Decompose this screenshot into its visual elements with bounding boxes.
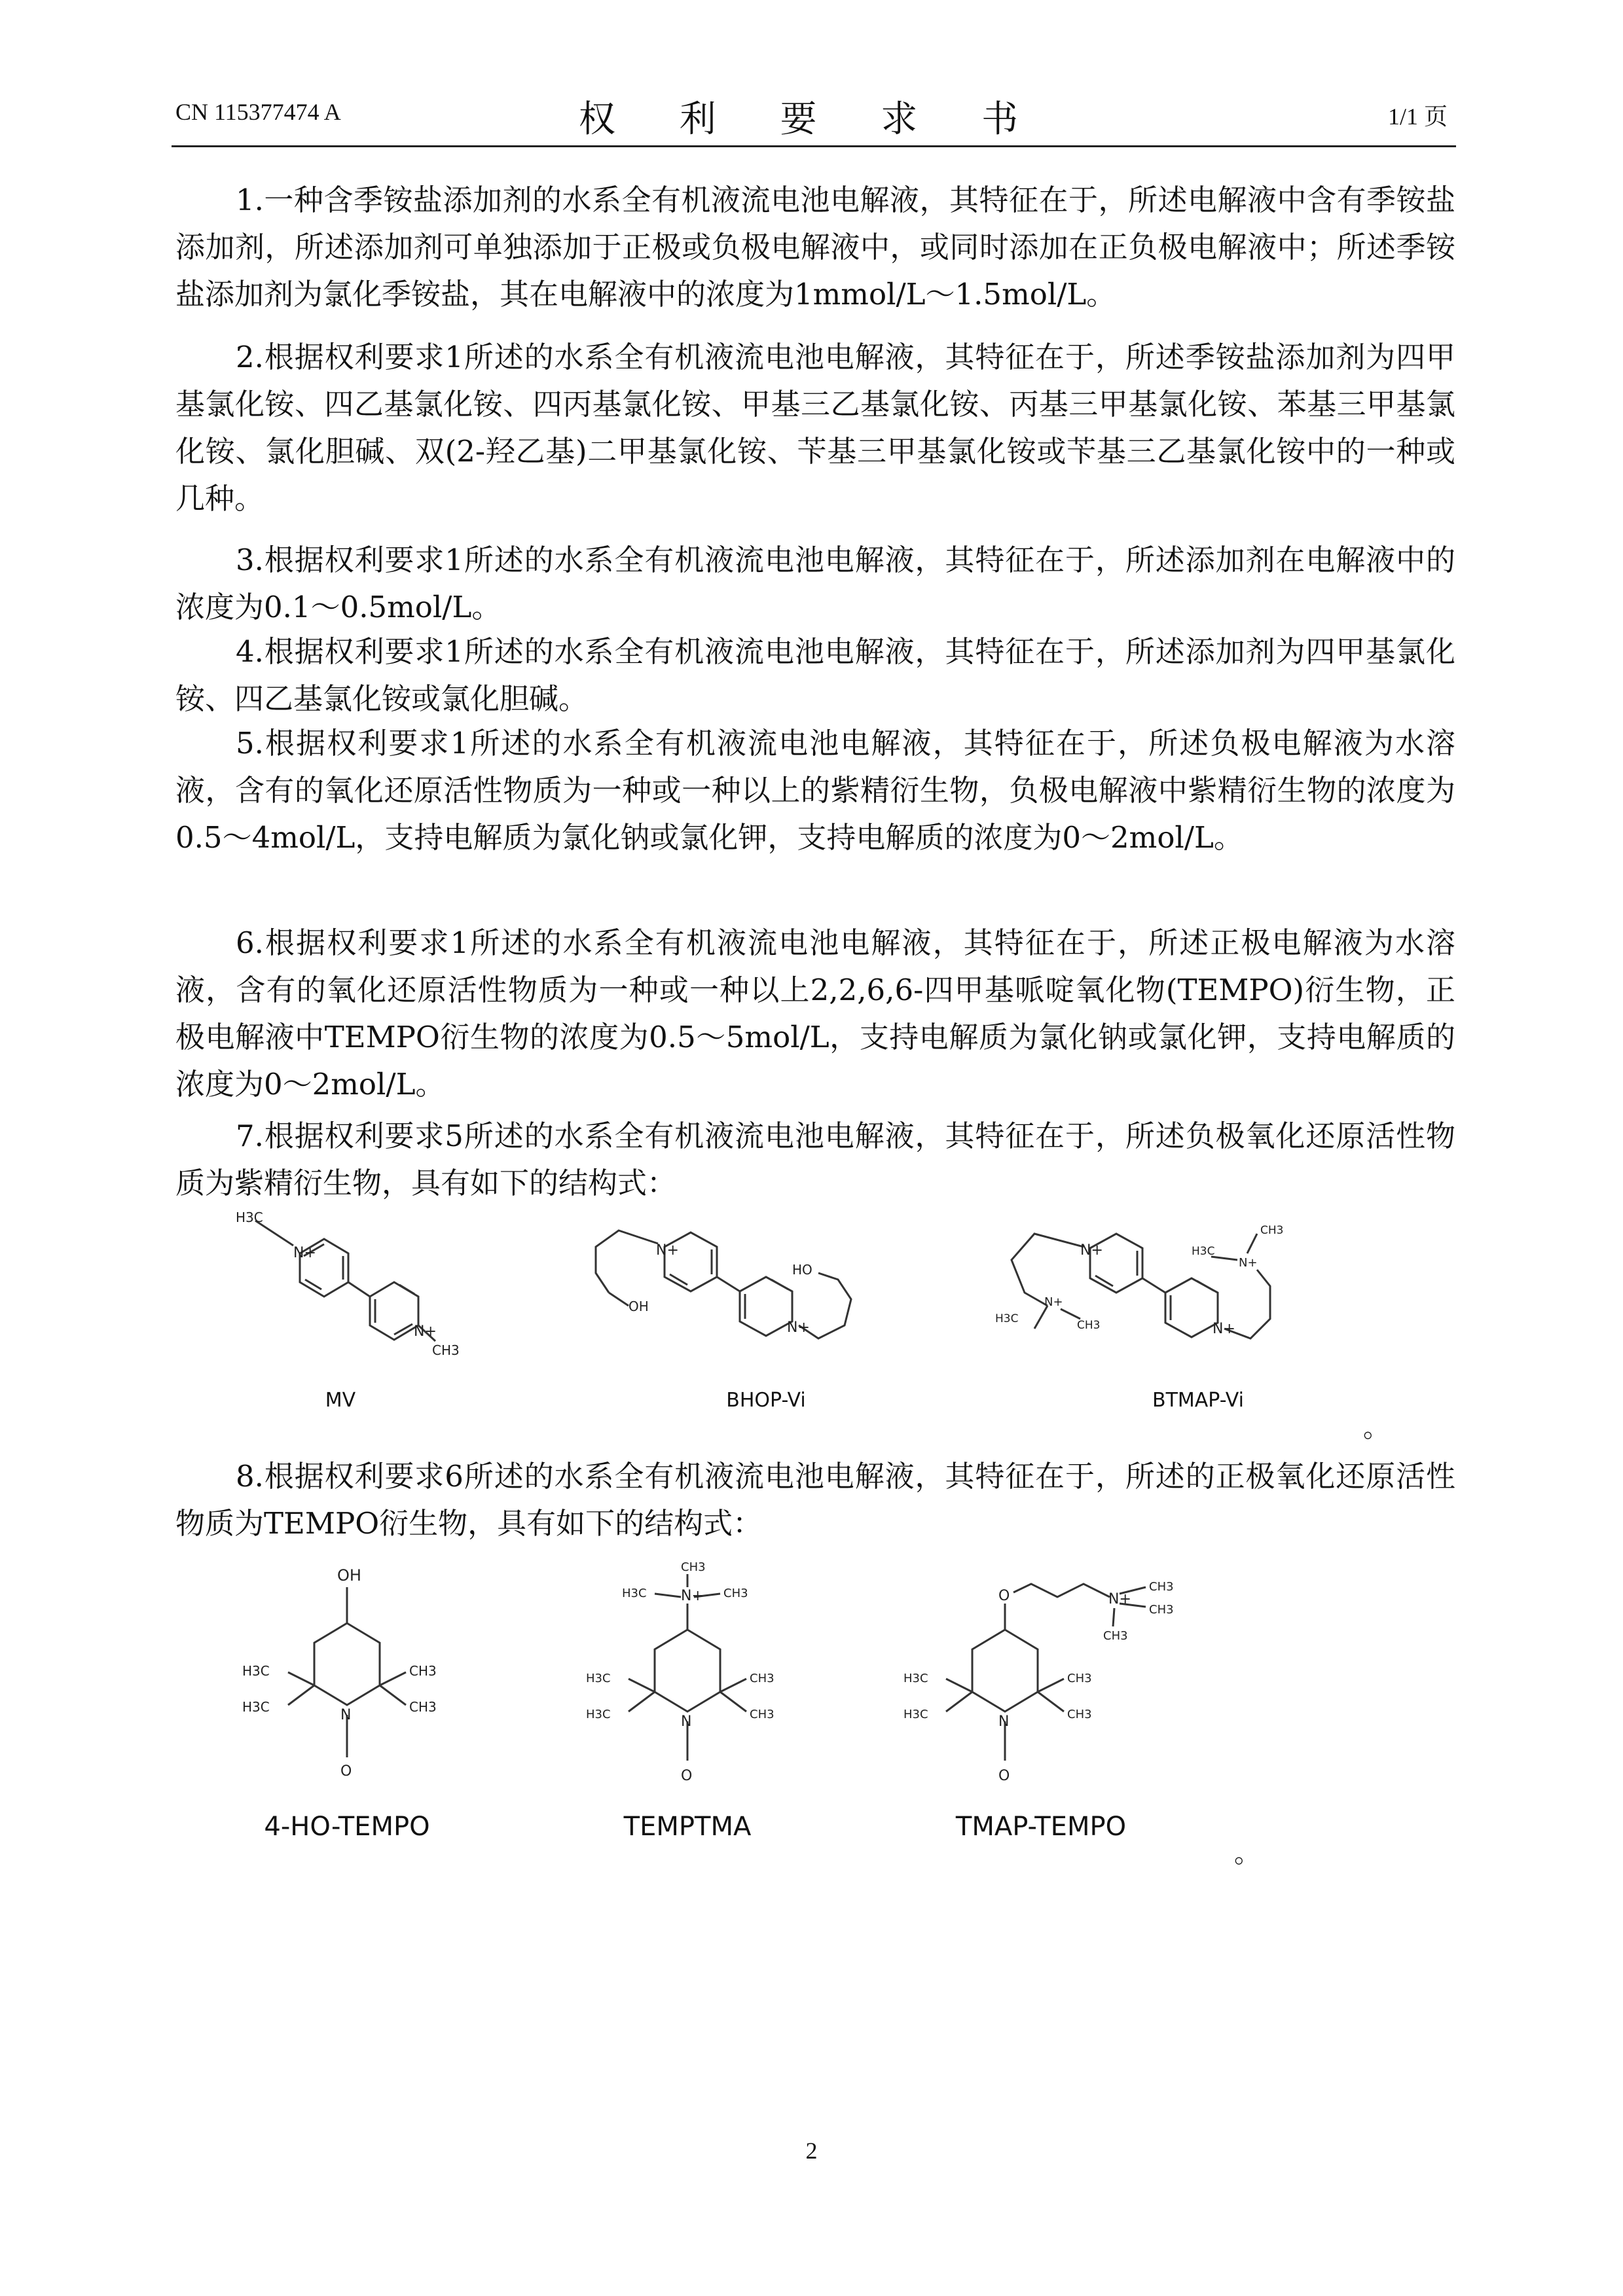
tmap-methyl-b: CH3 [1149,1603,1174,1617]
claim-5: 5.根据权利要求1所述的水系全有机液流电池电解液，其特征在于，所述负极电解液为水溶液，含有的氧化还原活性物质为一种或一种以上的紫精衍生物，负极电解液中紫精衍生物的浓度为0.5～4mol/L，支持电解质为氯化钠或氯化钾，支持电解质的浓度为0～2mol/L。 [175,726,1455,855]
btmap-methyl-1: H3C [995,1312,1019,1325]
tmap-tempo-structure [890,1568,1257,1803]
tmap-o: O [998,1768,1010,1784]
temptma-o: O [681,1768,693,1784]
btmap-vi-structure [995,1208,1362,1378]
btmap-n-2: N+ [1213,1321,1235,1337]
page-info: 1/1 页 [1387,103,1448,130]
claim-8-end-mark: 。 [1234,1839,1260,1869]
4-ho-tempo-label: 4-HO-TEMPO [264,1812,430,1842]
btmap-n-1: N+ [1080,1242,1103,1259]
claim-3: 3.根据权利要求1所述的水系全有机液流电池电解液，其特征在于，所述添加剂在电解液中的浓度为0.1～0.5mol/L。 [175,543,1455,624]
tempo1-n: N [340,1707,352,1723]
mv-n-1: N+ [293,1245,316,1261]
tmap-n-plus: N+ [1108,1591,1131,1607]
tmap-n: N [998,1713,1010,1730]
bhop-vi-label: BHOP-Vi [726,1389,806,1412]
temptma-methyl-3: CH3 [750,1672,775,1685]
publication-number: CN 115377474 A [175,99,341,125]
document-title: 权 利 要 求 书 [578,98,1045,141]
claim-7-end-mark: 。 [1363,1413,1389,1443]
temptma-n: N [681,1713,692,1730]
btmap-n-right: N+ [1239,1256,1258,1270]
temptma-label: TEMPTMA [623,1812,752,1842]
header-rule [172,145,1456,147]
tempo1-methyl-3: CH3 [409,1663,437,1679]
btmap-vi-label: BTMAP-Vi [1152,1389,1244,1412]
temptma-n-plus: N+ [681,1588,704,1604]
tempo1-oh: OH [337,1566,361,1585]
temptma-methyl-top: CH3 [681,1560,706,1574]
tempo1-methyl-1: H3C [242,1663,270,1679]
bhop-n-2: N+ [787,1319,810,1336]
page-number: 2 [805,2138,818,2164]
tmap-methyl-1: H3C [903,1672,928,1685]
btmap-methyl-2: CH3 [1077,1319,1101,1332]
mv-structure [236,1208,460,1378]
temptma-methyl-2: H3C [586,1708,611,1721]
temptma-methyl-4: CH3 [750,1708,775,1721]
tmap-methyl-c: CH3 [1103,1629,1128,1643]
claim-4: 4.根据权利要求1所述的水系全有机液流电池电解液，其特征在于，所述添加剂为四甲基氯化铵、四乙基氯化铵或氯化胆碱。 [175,634,1455,716]
mv-methyl-1: H3C [236,1210,263,1225]
temptma-methyl-1: H3C [586,1672,611,1685]
btmap-n-left: N+ [1044,1295,1063,1309]
tmap-methyl-2: H3C [903,1708,928,1721]
temptma-methyl-right: CH3 [723,1587,748,1600]
claim-7: 7.根据权利要求5所述的水系全有机液流电池电解液，其特征在于，所述负极氧化还原活性物质为紫精衍生物，具有如下的结构式： [175,1119,1455,1200]
temptma-structure [576,1558,799,1806]
tmap-tempo-label: TMAP-TEMPO [955,1812,1127,1842]
mv-methyl-2: CH3 [432,1342,460,1358]
mv-n-2: N+ [414,1323,437,1340]
tmap-methyl-4: CH3 [1067,1708,1092,1721]
bhop-n-1: N+ [656,1242,679,1259]
claim-8: 8.根据权利要求6所述的水系全有机液流电池电解液，其特征在于，所述的正极氧化还原活性物质为TEMPO衍生物，具有如下的结构式： [175,1459,1455,1541]
claim-2: 2.根据权利要求1所述的水系全有机液流电池电解液，其特征在于，所述季铵盐添加剂为四甲基氯化铵、四乙基氯化铵、四丙基氯化铵、甲基三乙基氯化铵、丙基三甲基氯化铵、苯基三甲基氯化铵、氯化胆碱、双(2-羟乙基)二甲基氯化铵、苄基三甲基氯化铵或苄基三乙基氯化铵中的一种或几种。 [175,340,1455,516]
btmap-methyl-4: CH3 [1260,1224,1284,1237]
bhop-vi-structure [583,1208,936,1378]
mv-label: MV [325,1389,356,1412]
bhop-oh-1: OH [629,1299,649,1314]
claim-1: 1.一种含季铵盐添加剂的水系全有机液流电池电解液，其特征在于，所述电解液中含有季铵盐添加剂，所述添加剂可单独添加于正极或负极电解液中，或同时添加在正负极电解液中；所述季铵盐添加剂为氯化季铵盐，其在电解液中的浓度为1mmol/L～1.5mol/L。 [175,183,1455,312]
tempo1-methyl-2: H3C [242,1699,270,1715]
temptma-methyl-left: H3C [622,1587,647,1600]
tmap-methyl-a: CH3 [1149,1580,1174,1594]
claim-6: 6.根据权利要求1所述的水系全有机液流电池电解液，其特征在于，所述正极电解液为水溶液，含有的氧化还原活性物质为一种或一种以上2,2,6,6-四甲基哌啶氧化物(TEMPO)衍生物，正极电解液中TEMPO衍生物的浓度为0.5～5mol/L，支持电解质为氯化钠或氯化钾，支持电解质的浓度为0～2mol/L。 [175,925,1455,1102]
tmap-methyl-3: CH3 [1067,1672,1092,1685]
4-ho-tempo-structure [236,1568,458,1803]
tempo1-methyl-4: CH3 [409,1699,437,1715]
bhop-oh-2: HO [792,1262,812,1278]
btmap-methyl-3: H3C [1192,1245,1215,1258]
tempo1-o: O [340,1763,352,1780]
tmap-o-ether: O [998,1588,1010,1604]
